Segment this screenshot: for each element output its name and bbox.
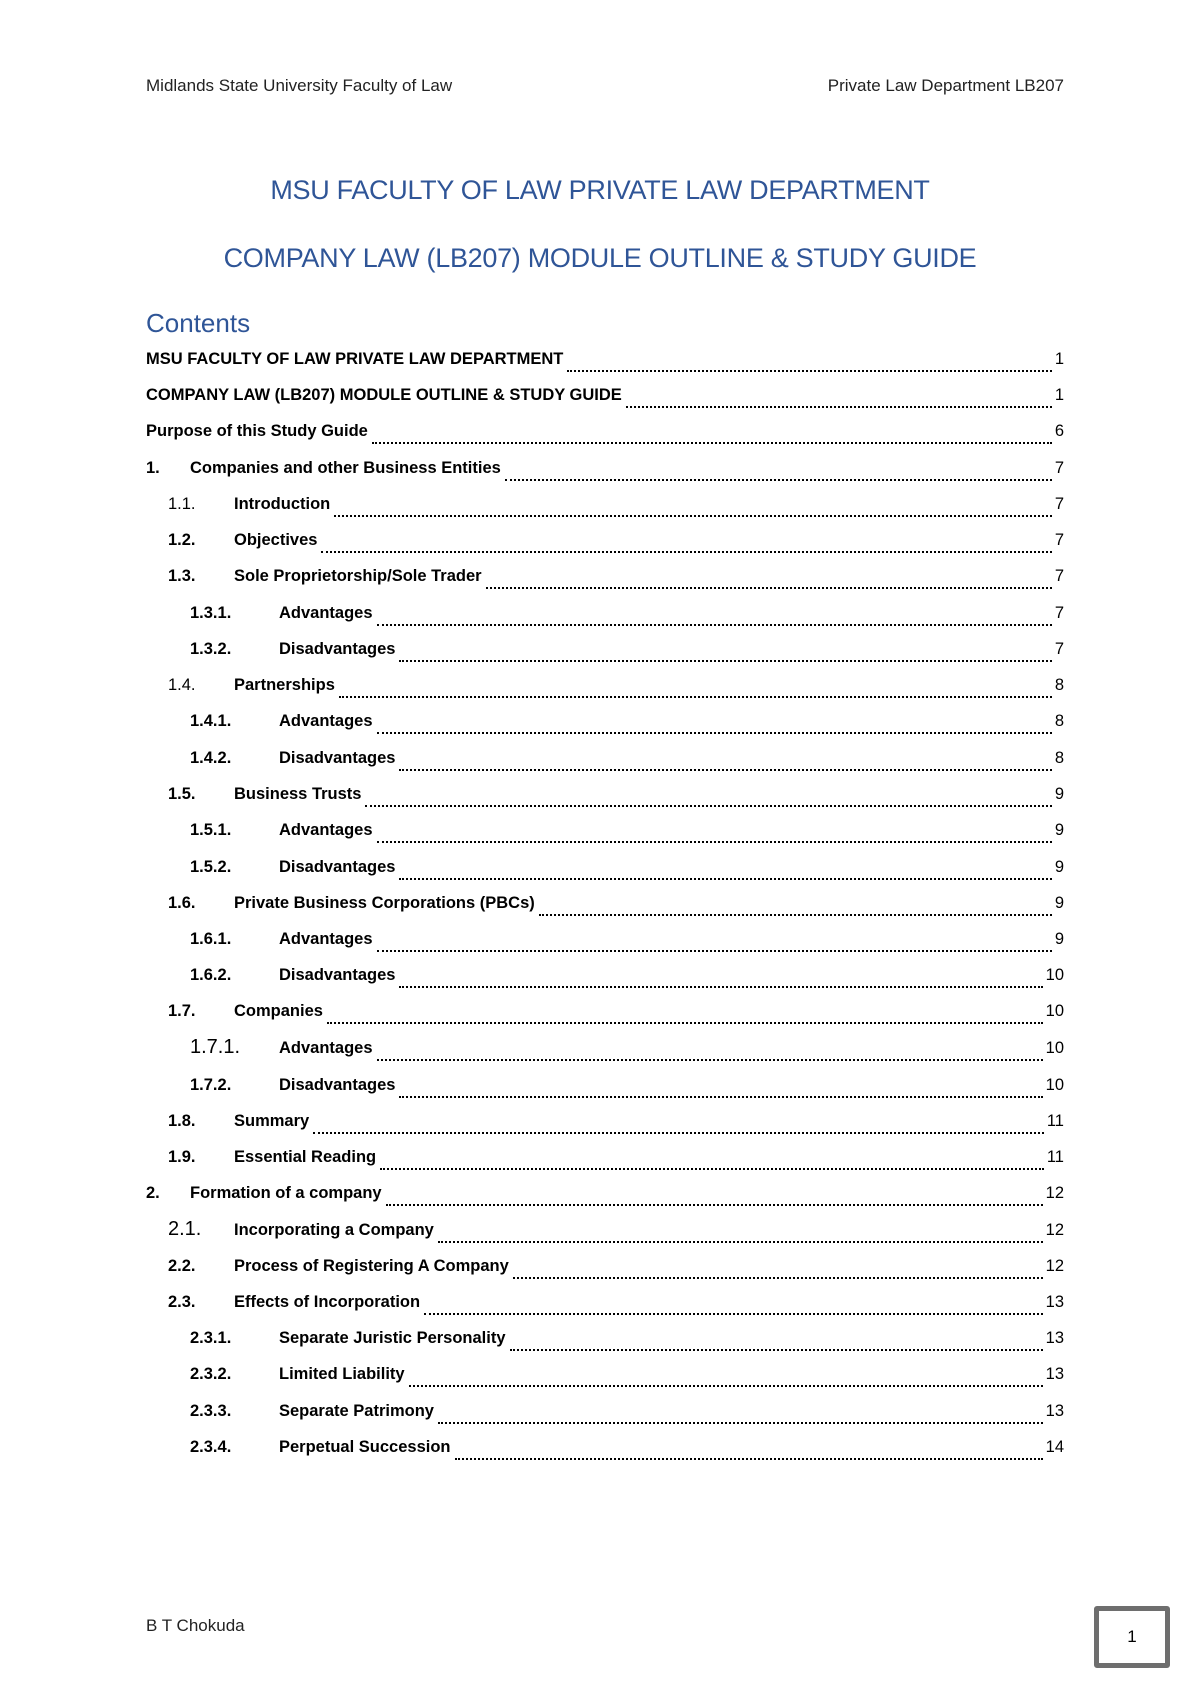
- toc-entry-label: Companies and other Business Entities: [190, 459, 501, 477]
- toc-entry-page: 6: [1054, 422, 1064, 440]
- toc-dot-leader: [424, 1293, 1043, 1315]
- toc-entry-number: 1.7.2.: [190, 1076, 232, 1094]
- toc-dot-leader: [409, 1365, 1043, 1387]
- toc-entry-number: 2.3.1.: [190, 1329, 232, 1347]
- toc-entry-label: Advantages: [279, 821, 373, 839]
- toc-entry-number: 2.: [146, 1184, 160, 1202]
- toc-dot-leader: [339, 676, 1052, 698]
- toc-entry-label: Incorporating a Company: [234, 1221, 434, 1239]
- toc-entry-label: Disadvantages: [279, 640, 396, 658]
- toc-entry[interactable]: [146, 495, 1064, 519]
- toc-entry-number: 1.4.1.: [190, 712, 232, 730]
- toc-entry-label: Limited Liability: [279, 1365, 405, 1383]
- toc-entry[interactable]: [146, 531, 1064, 555]
- toc-entry-page: 7: [1054, 567, 1064, 585]
- toc-entry[interactable]: [146, 1329, 1064, 1353]
- toc-dot-leader: [365, 785, 1052, 807]
- toc-entry-page: 14: [1045, 1438, 1064, 1456]
- toc-entry-number: 1.3.: [168, 567, 196, 585]
- toc-entry-page: 12: [1045, 1221, 1064, 1239]
- toc-entry[interactable]: [146, 894, 1064, 918]
- toc-entry-page: 13: [1045, 1402, 1064, 1420]
- toc-entry-page: 11: [1046, 1112, 1064, 1130]
- toc-entry-page: 8: [1054, 676, 1064, 694]
- toc-entry-number: 2.3.4.: [190, 1438, 232, 1456]
- toc-entry-label: Advantages: [279, 604, 373, 622]
- toc-dot-leader: [438, 1221, 1043, 1243]
- toc-entry-number: 1.6.1.: [190, 930, 232, 948]
- toc-entry-number: 1.3.2.: [190, 640, 232, 658]
- toc-entry[interactable]: [146, 1002, 1064, 1026]
- toc-entry-page: 10: [1045, 1002, 1064, 1020]
- toc-entry-label: MSU FACULTY OF LAW PRIVATE LAW DEPARTMENT: [146, 350, 564, 368]
- toc-entry-number: 1.5.: [168, 785, 196, 803]
- toc-entry-page: 12: [1045, 1184, 1064, 1202]
- toc-entry-label: Business Trusts: [234, 785, 362, 803]
- toc-entry-label: Disadvantages: [279, 858, 396, 876]
- toc-entry-label: Effects of Incorporation: [234, 1293, 421, 1311]
- toc-dot-leader: [510, 1329, 1043, 1351]
- header-right-text: Private Law Department LB207: [827, 76, 1064, 95]
- toc-entry-page: 7: [1054, 459, 1064, 477]
- toc-dot-leader: [321, 531, 1052, 553]
- toc-entry-number: 1.1.: [168, 495, 196, 513]
- toc-dot-leader: [399, 966, 1043, 988]
- toc-entry-page: 7: [1054, 531, 1064, 549]
- toc-entry[interactable]: [146, 712, 1064, 736]
- toc-entry[interactable]: [146, 858, 1064, 882]
- toc-entry-number: 1.7.1.: [190, 1036, 241, 1058]
- toc-entry-page: 11: [1046, 1148, 1064, 1166]
- toc-entry[interactable]: [146, 1184, 1064, 1208]
- toc-entry-label: Companies: [234, 1002, 323, 1020]
- toc-dot-leader: [539, 894, 1052, 916]
- toc-entry-label: Sole Proprietorship/Sole Trader: [234, 567, 482, 585]
- toc-entry-page: 9: [1054, 821, 1064, 839]
- document-title-line-2: COMPANY LAW (LB207) MODULE OUTLINE & STUDY GUIDE: [223, 243, 977, 273]
- toc-entry-label: Essential Reading: [234, 1148, 377, 1166]
- toc-entry-label: Purpose of this Study Guide: [146, 422, 368, 440]
- page-number: 1: [1127, 1627, 1137, 1646]
- toc-entry-page: 9: [1054, 785, 1064, 803]
- toc-dot-leader: [334, 495, 1052, 517]
- toc-entry-page: 10: [1045, 1076, 1064, 1094]
- toc-entry-page: 9: [1054, 894, 1064, 912]
- toc-dot-leader: [438, 1402, 1043, 1424]
- toc-dot-leader: [399, 1076, 1043, 1098]
- toc-entry-page: 8: [1054, 749, 1064, 767]
- header-left-text: Midlands State University Faculty of Law: [146, 76, 453, 95]
- toc-entry[interactable]: [146, 676, 1064, 700]
- toc-dot-leader: [327, 1002, 1043, 1024]
- toc-entry-page: 13: [1045, 1365, 1064, 1383]
- toc-entry-page: 1: [1054, 350, 1064, 368]
- contents-heading: Contents: [146, 308, 251, 338]
- toc-entry-label: Separate Patrimony: [279, 1402, 434, 1420]
- toc-entry-label: Disadvantages: [279, 749, 396, 767]
- toc-entry-number: 1.2.: [168, 531, 196, 549]
- toc-dot-leader: [399, 858, 1052, 880]
- toc-dot-leader: [377, 712, 1052, 734]
- toc-entry-number: 2.1.: [168, 1218, 202, 1240]
- toc-entry-number: 1.6.2.: [190, 966, 232, 984]
- toc-entry[interactable]: [146, 1112, 1064, 1136]
- toc-entry-number: 1.8.: [168, 1112, 196, 1130]
- toc-entry-number: 2.3.2.: [190, 1365, 232, 1383]
- toc-dot-leader: [380, 1148, 1044, 1170]
- toc-entry[interactable]: [146, 640, 1064, 664]
- toc-dot-leader: [399, 640, 1052, 662]
- toc-entry[interactable]: [146, 604, 1064, 628]
- toc-entry-number: 1.9.: [168, 1148, 196, 1166]
- toc-entry[interactable]: [146, 1365, 1064, 1389]
- toc-entry-page: 12: [1045, 1257, 1064, 1275]
- toc-entry-page: 7: [1054, 640, 1064, 658]
- toc-entry-label: Private Business Corporations (PBCs): [234, 894, 535, 912]
- toc-dot-leader: [377, 821, 1052, 843]
- toc-entry[interactable]: [146, 1257, 1064, 1281]
- toc-entry[interactable]: [146, 1218, 1064, 1245]
- toc-entry[interactable]: [146, 749, 1064, 773]
- toc-dot-leader: [313, 1112, 1044, 1134]
- toc-entry-page: 7: [1054, 495, 1064, 513]
- toc-dot-leader: [386, 1184, 1043, 1206]
- toc-entry-label: Advantages: [279, 712, 373, 730]
- toc-entry-number: 1.3.1.: [190, 604, 232, 622]
- toc-dot-leader: [486, 567, 1052, 589]
- toc-entry-label: Partnerships: [234, 676, 335, 694]
- toc-entry-number: 1.7.: [168, 1002, 196, 1020]
- toc-entry[interactable]: [146, 422, 1064, 446]
- toc-entry-page: 10: [1045, 1039, 1064, 1057]
- toc-entry-page: 13: [1045, 1329, 1064, 1347]
- toc-entry-label: Summary: [234, 1112, 310, 1130]
- toc-entry-label: Process of Registering A Company: [234, 1257, 509, 1275]
- toc-dot-leader: [455, 1438, 1043, 1460]
- toc-entry-label: Objectives: [234, 531, 318, 549]
- toc-entry[interactable]: [146, 1402, 1064, 1426]
- toc-entry-number: 1.4.: [168, 676, 196, 694]
- toc-dot-leader: [513, 1257, 1043, 1279]
- toc-entry-page: 9: [1054, 930, 1064, 948]
- toc-entry-number: 1.5.1.: [190, 821, 232, 839]
- toc-entry[interactable]: [146, 785, 1064, 809]
- toc-entry-label: Advantages: [279, 1039, 373, 1057]
- toc-entry-label: Perpetual Succession: [279, 1438, 451, 1456]
- toc-entry[interactable]: [146, 350, 1064, 374]
- toc-entry-label: Separate Juristic Personality: [279, 1329, 506, 1347]
- toc-entry-number: 1.4.2.: [190, 749, 232, 767]
- toc-dot-leader: [505, 459, 1052, 481]
- toc-entry-label: Formation of a company: [190, 1184, 382, 1202]
- toc-dot-leader: [377, 604, 1052, 626]
- toc-entry[interactable]: [146, 459, 1064, 483]
- toc-entry[interactable]: [146, 821, 1064, 845]
- toc-entry[interactable]: [146, 386, 1064, 410]
- toc-entry-number: 2.2.: [168, 1257, 196, 1275]
- toc-entry-number: 2.3.: [168, 1293, 196, 1311]
- toc-entry-label: Advantages: [279, 930, 373, 948]
- toc-entry-number: 1.: [146, 459, 160, 477]
- toc-entry-number: 2.3.3.: [190, 1402, 232, 1420]
- toc-entry[interactable]: [146, 567, 1064, 591]
- toc-dot-leader: [377, 930, 1052, 952]
- toc-entry-page: 7: [1054, 604, 1064, 622]
- toc-dot-leader: [372, 422, 1052, 444]
- toc-entry[interactable]: [146, 1148, 1064, 1172]
- toc-entry-page: 10: [1045, 966, 1064, 984]
- toc-dot-leader: [399, 749, 1052, 771]
- toc-dot-leader: [567, 350, 1052, 372]
- toc-dot-leader: [377, 1039, 1043, 1061]
- document-title-line-1: MSU FACULTY OF LAW PRIVATE LAW DEPARTMENT: [270, 175, 930, 205]
- toc-entry-number: 1.6.: [168, 894, 196, 912]
- toc-entry[interactable]: [146, 1036, 1064, 1063]
- page-number-box: [1094, 1606, 1170, 1668]
- toc-entry-number: 1.5.2.: [190, 858, 232, 876]
- toc-entry[interactable]: [146, 966, 1064, 990]
- toc-entry-label: Disadvantages: [279, 1076, 396, 1094]
- page-header: [146, 76, 1064, 102]
- toc-entry-label: Disadvantages: [279, 966, 396, 984]
- toc-entry[interactable]: [146, 1293, 1064, 1317]
- footer-author: B T Chokuda: [146, 1616, 245, 1635]
- toc-entry[interactable]: [146, 1076, 1064, 1100]
- toc-entry-label: Introduction: [234, 495, 331, 513]
- toc-entry[interactable]: [146, 1438, 1064, 1462]
- toc-entry-page: 1: [1054, 386, 1064, 404]
- toc-entry[interactable]: [146, 930, 1064, 954]
- toc-dot-leader: [626, 386, 1052, 408]
- toc-entry-page: 9: [1054, 858, 1064, 876]
- toc-entry-label: COMPANY LAW (LB207) MODULE OUTLINE & STUDY GUIDE: [146, 386, 622, 404]
- toc-entry-page: 13: [1045, 1293, 1064, 1311]
- toc-entry-page: 8: [1054, 712, 1064, 730]
